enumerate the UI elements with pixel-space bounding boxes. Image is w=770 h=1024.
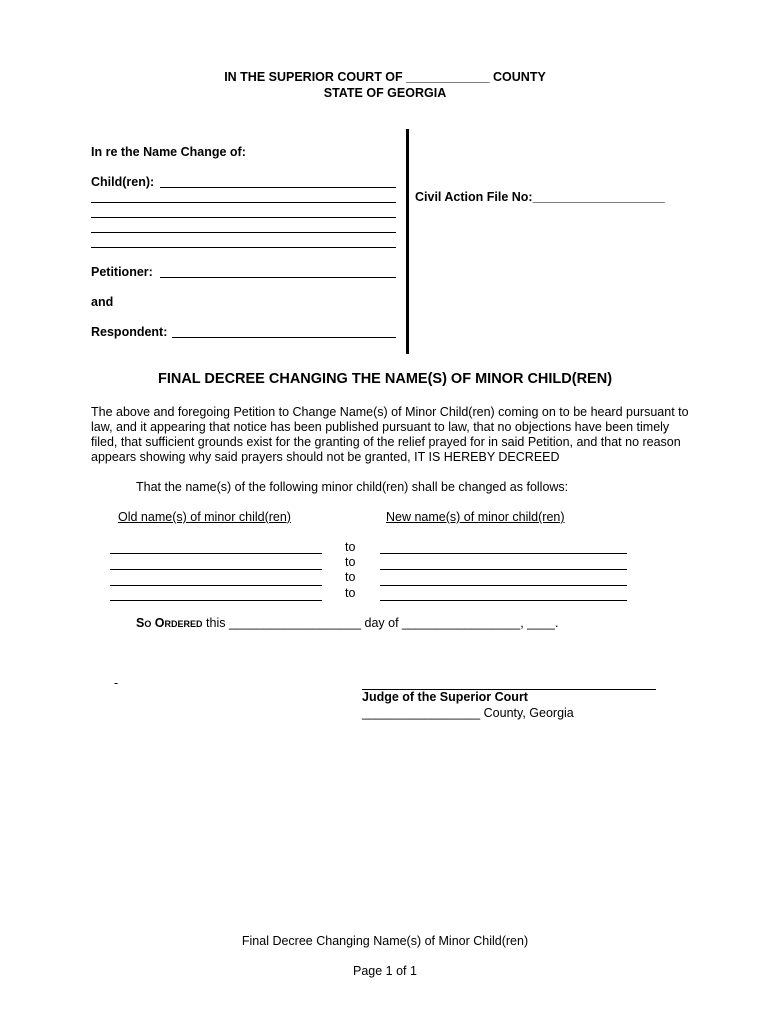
county-georgia-line: _________________ County, Georgia: [362, 706, 574, 720]
footer-page-number: Page 1 of 1: [353, 964, 417, 978]
stray-dash: -: [114, 676, 119, 690]
respondent-label: Respondent:: [91, 325, 168, 339]
respondent-line: [172, 337, 396, 338]
children-label: Child(ren):: [91, 175, 155, 189]
so-ordered-label: So Ordered: [136, 616, 203, 630]
children-line-1: [160, 187, 396, 188]
old-names-header: Old name(s) of minor child(ren): [118, 510, 291, 524]
to-word-4: to: [345, 586, 356, 600]
court-header-line2: STATE OF GEORGIA: [323, 86, 447, 100]
old-name-line-4: [110, 600, 322, 601]
children-line-3: [91, 217, 396, 218]
children-line-4: [91, 232, 396, 233]
so-ordered-line: [136, 616, 558, 630]
new-name-line-1: [380, 553, 627, 554]
old-name-line-2: [110, 569, 322, 570]
footer-document-name: Final Decree Changing Name(s) of Minor Child(ren): [241, 934, 529, 948]
petitioner-label: Petitioner:: [91, 265, 153, 279]
and-label: and: [91, 295, 114, 309]
to-word-3: to: [345, 570, 356, 584]
judge-title: Judge of the Superior Court: [362, 690, 528, 704]
children-line-5: [91, 247, 396, 248]
old-name-line-3: [110, 585, 322, 586]
new-name-line-2: [380, 569, 627, 570]
new-name-line-4: [380, 600, 627, 601]
new-names-header: New name(s) of minor child(ren): [386, 510, 565, 524]
petitioner-line: [160, 277, 396, 278]
to-word-1: to: [345, 540, 356, 554]
so-ordered-rest: this ___________________ day of _________________, ____.: [202, 616, 559, 630]
old-name-line-1: [110, 553, 322, 554]
civil-action-file-no: Civil Action File No:___________________: [415, 190, 665, 204]
decree-paragraph: The above and foregoing Petition to Change Name(s) of Minor Child(ren) coming on to be heard pursuant to law, and it appearing that notice has been published pursuant to law, that no objections have been timely filed, that sufficient grounds exist for the granting of the relief prayed for in said Petition, and that no reason appears showing why said prayers should not be granted, IT IS HEREBY DECREED: [91, 405, 689, 464]
court-header-line1: IN THE SUPERIOR COURT OF ____________ COUNTY: [224, 70, 546, 84]
document-title: FINAL DECREE CHANGING THE NAME(S) OF MINOR CHILD(REN): [157, 371, 613, 387]
caption-divider: [406, 129, 409, 354]
new-name-line-3: [380, 585, 627, 586]
children-line-2: [91, 202, 396, 203]
in-re-label: In re the Name Change of:: [91, 145, 246, 159]
names-intro: That the name(s) of the following minor child(ren) shall be changed as follows:: [136, 480, 569, 494]
to-word-2: to: [345, 555, 356, 569]
